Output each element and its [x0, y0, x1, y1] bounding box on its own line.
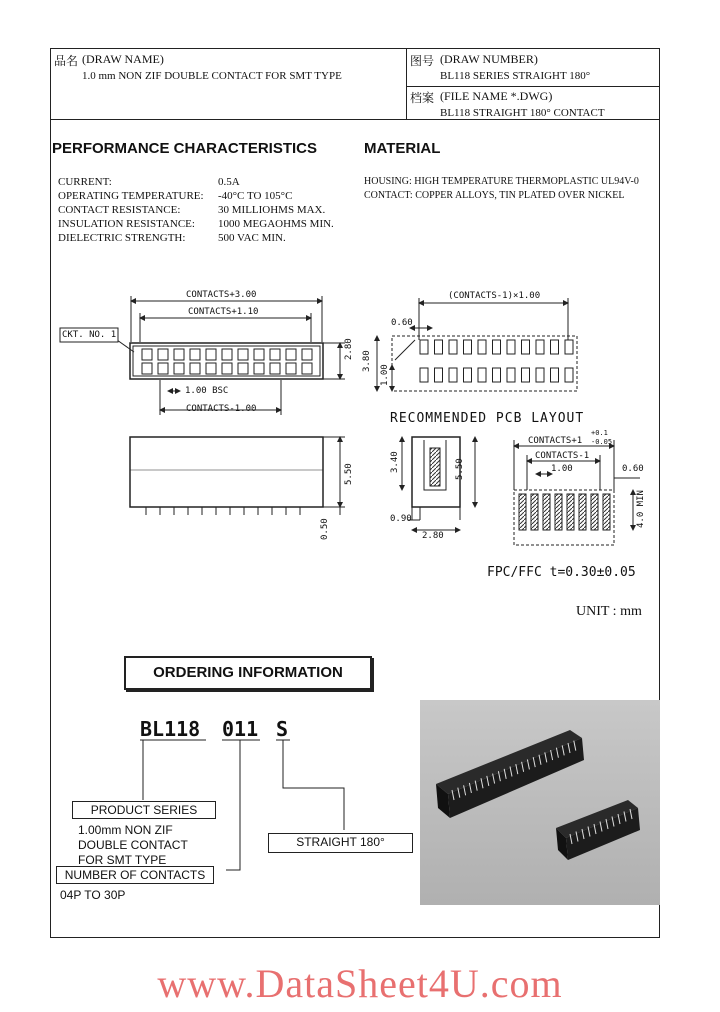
pin-outline: [286, 363, 296, 374]
pin-outline: [238, 349, 248, 360]
pad-outline: [464, 340, 472, 354]
product-photo: [420, 700, 660, 905]
perf-label: OPERATING TEMPERATURE:: [58, 190, 204, 202]
pcb-pad: [555, 494, 562, 530]
dim-280b: 2.80: [422, 531, 444, 541]
dim-060b: 0.60: [622, 464, 644, 474]
pin-outline: [206, 363, 216, 374]
pad-outline: [522, 340, 530, 354]
pin-outline: [270, 349, 280, 360]
dim-090: 0.90: [390, 514, 412, 524]
pcb-pad: [591, 494, 598, 530]
pad-outline: [522, 368, 530, 382]
dim-contacts-minus-100: CONTACTS-1.00: [186, 404, 257, 414]
tol-minus: -0.05: [591, 438, 613, 446]
watermark: www.DataSheet4U.com: [157, 961, 563, 1006]
pin-outline: [190, 363, 200, 374]
pad-outline: [536, 368, 544, 382]
front-view: [130, 437, 345, 515]
perf-value: -40°C TO 105°C: [218, 190, 293, 202]
number-of-contacts-box: [56, 866, 214, 884]
pad-outline: [493, 368, 501, 382]
perf-value: 500 VAC MIN.: [218, 232, 286, 244]
perf-value: 0.5A: [218, 176, 240, 188]
cjk-draw-name: 品名: [54, 54, 79, 68]
dim-280: 2.80: [344, 338, 354, 360]
dim-340: 3.40: [390, 451, 400, 473]
pcb-pad: [531, 494, 538, 530]
draw-name-value: 1.0 mm NON ZIF DOUBLE CONTACT FOR SMT TYPE: [82, 70, 342, 82]
product-series-box: [72, 801, 216, 819]
material-title: MATERIAL: [364, 140, 441, 157]
pad-outline: [507, 368, 515, 382]
pin-outline: [142, 349, 152, 360]
pin-outline: [174, 363, 184, 374]
material-contact: CONTACT: COPPER ALLOYS, TIN PLATED OVER NICKEL: [364, 190, 625, 201]
draw-number-value: BL118 SERIES STRAIGHT 180°: [440, 70, 591, 82]
pin-outline: [190, 349, 200, 360]
dim-contacts-minus-1-x: (CONTACTS-1)×1.00: [448, 291, 541, 301]
file-name-value: BL118 STRAIGHT 180° CONTACT: [440, 107, 605, 119]
pcb-pad: [519, 494, 526, 530]
pad-outline: [478, 340, 486, 354]
pad-outline: [551, 368, 559, 382]
unit-label: UNIT : mm: [576, 604, 642, 619]
pin-outline: [158, 349, 168, 360]
product-series-label: PRODUCT SERIES: [90, 803, 198, 817]
dim-400min: 4.0 MIN: [636, 490, 646, 528]
cjk-file-name: 档案: [410, 91, 435, 105]
pin-outline: [254, 349, 264, 360]
pad-outline: [493, 340, 501, 354]
draw-name-label: (DRAW NAME): [82, 52, 164, 66]
tol-plus: +0.1: [591, 429, 608, 437]
dim-050: 0.50: [320, 518, 330, 540]
product-series-desc-2: DOUBLE CONTACT: [78, 838, 188, 852]
dim-380: 3.80: [362, 350, 372, 372]
pad-outline: [420, 340, 428, 354]
dim-100b: 1.00: [551, 464, 573, 474]
pin-outline: [270, 363, 280, 374]
straight-box: [268, 833, 413, 853]
pad-outline: [449, 368, 457, 382]
pad-outline: [536, 340, 544, 354]
pad-outline: [449, 340, 457, 354]
pin-outline: [158, 363, 168, 374]
pin-outline: [222, 363, 232, 374]
pin-outline: [286, 349, 296, 360]
dim-contacts-plus-300: CONTACTS+3.00: [186, 290, 257, 300]
straight-label: STRAIGHT 180°: [296, 835, 385, 849]
product-series-desc: [78, 823, 188, 868]
perf-label: CONTACT RESISTANCE:: [58, 204, 181, 216]
pcb-pad: [567, 494, 574, 530]
pitch-view: [377, 298, 577, 391]
pad-outline: [565, 368, 573, 382]
number-of-contacts-range: 04P TO 30P: [60, 888, 126, 902]
dim-contacts-plus-1: CONTACTS+1: [528, 436, 583, 446]
side-profile: [402, 437, 475, 530]
pad-outline: [420, 368, 428, 382]
code-type: S: [276, 717, 289, 741]
file-name-label: (FILE NAME *.DWG): [440, 89, 553, 103]
material-housing: HOUSING: HIGH TEMPERATURE THERMOPLASTIC UL94V-0: [364, 176, 639, 187]
pin-outline: [222, 349, 232, 360]
pin-outline: [302, 363, 312, 374]
draw-number-label: (DRAW NUMBER): [440, 52, 538, 66]
dim-100: 1.00: [380, 364, 390, 386]
perf-label: DIELECTRIC STRENGTH:: [58, 232, 186, 244]
ckt-no-label: CKT. NO. 1: [62, 330, 117, 340]
dim-contacts-plus-110: CONTACTS+1.10: [188, 307, 259, 317]
product-series-desc-3: FOR SMT TYPE: [78, 853, 167, 867]
pin-outline: [238, 363, 248, 374]
pad-outline: [435, 340, 443, 354]
fpc-thickness: FPC/FFC t=0.30±0.05: [487, 565, 636, 580]
dim-bsc: 1.00 BSC: [185, 386, 229, 396]
pad-outline: [507, 340, 515, 354]
pad-outline: [478, 368, 486, 382]
pcb-pad: [543, 494, 550, 530]
pin-outline: [254, 363, 264, 374]
pin-outline: [174, 349, 184, 360]
pin-outline: [206, 349, 216, 360]
pad-outline: [464, 368, 472, 382]
dim-550b: 5.50: [455, 458, 465, 480]
number-of-contacts-label: NUMBER OF CONTACTS: [64, 868, 206, 882]
pad-outline: [435, 368, 443, 382]
perf-label: INSULATION RESISTANCE:: [58, 218, 195, 230]
performance-title: PERFORMANCE CHARACTERISTICS: [52, 140, 318, 157]
pin-outline: [302, 349, 312, 360]
ordering-title-box: [124, 656, 372, 690]
dim-060: 0.60: [391, 318, 413, 328]
product-series-desc-1: 1.00mm NON ZIF: [78, 823, 173, 837]
perf-value: 1000 MEGAOHMS MIN.: [218, 218, 334, 230]
perf-value: 30 MILLIOHMS MAX.: [218, 204, 326, 216]
ordering-title: ORDERING INFORMATION: [153, 664, 343, 681]
cjk-draw-number: 图号: [410, 54, 435, 68]
pcb-pad: [603, 494, 610, 530]
pcb-pad: [579, 494, 586, 530]
code-series: BL118: [140, 717, 201, 741]
pad-outline: [551, 340, 559, 354]
pad-outline: [565, 340, 573, 354]
recommended-pcb-layout: RECOMMENDED PCB LAYOUT: [390, 411, 585, 426]
dim-550: 5.50: [344, 463, 354, 485]
dim-contacts-minus-1: CONTACTS-1: [535, 451, 590, 461]
code-contacts: 011: [222, 717, 259, 741]
pin-outline: [142, 363, 152, 374]
perf-label: CURRENT:: [58, 176, 112, 188]
